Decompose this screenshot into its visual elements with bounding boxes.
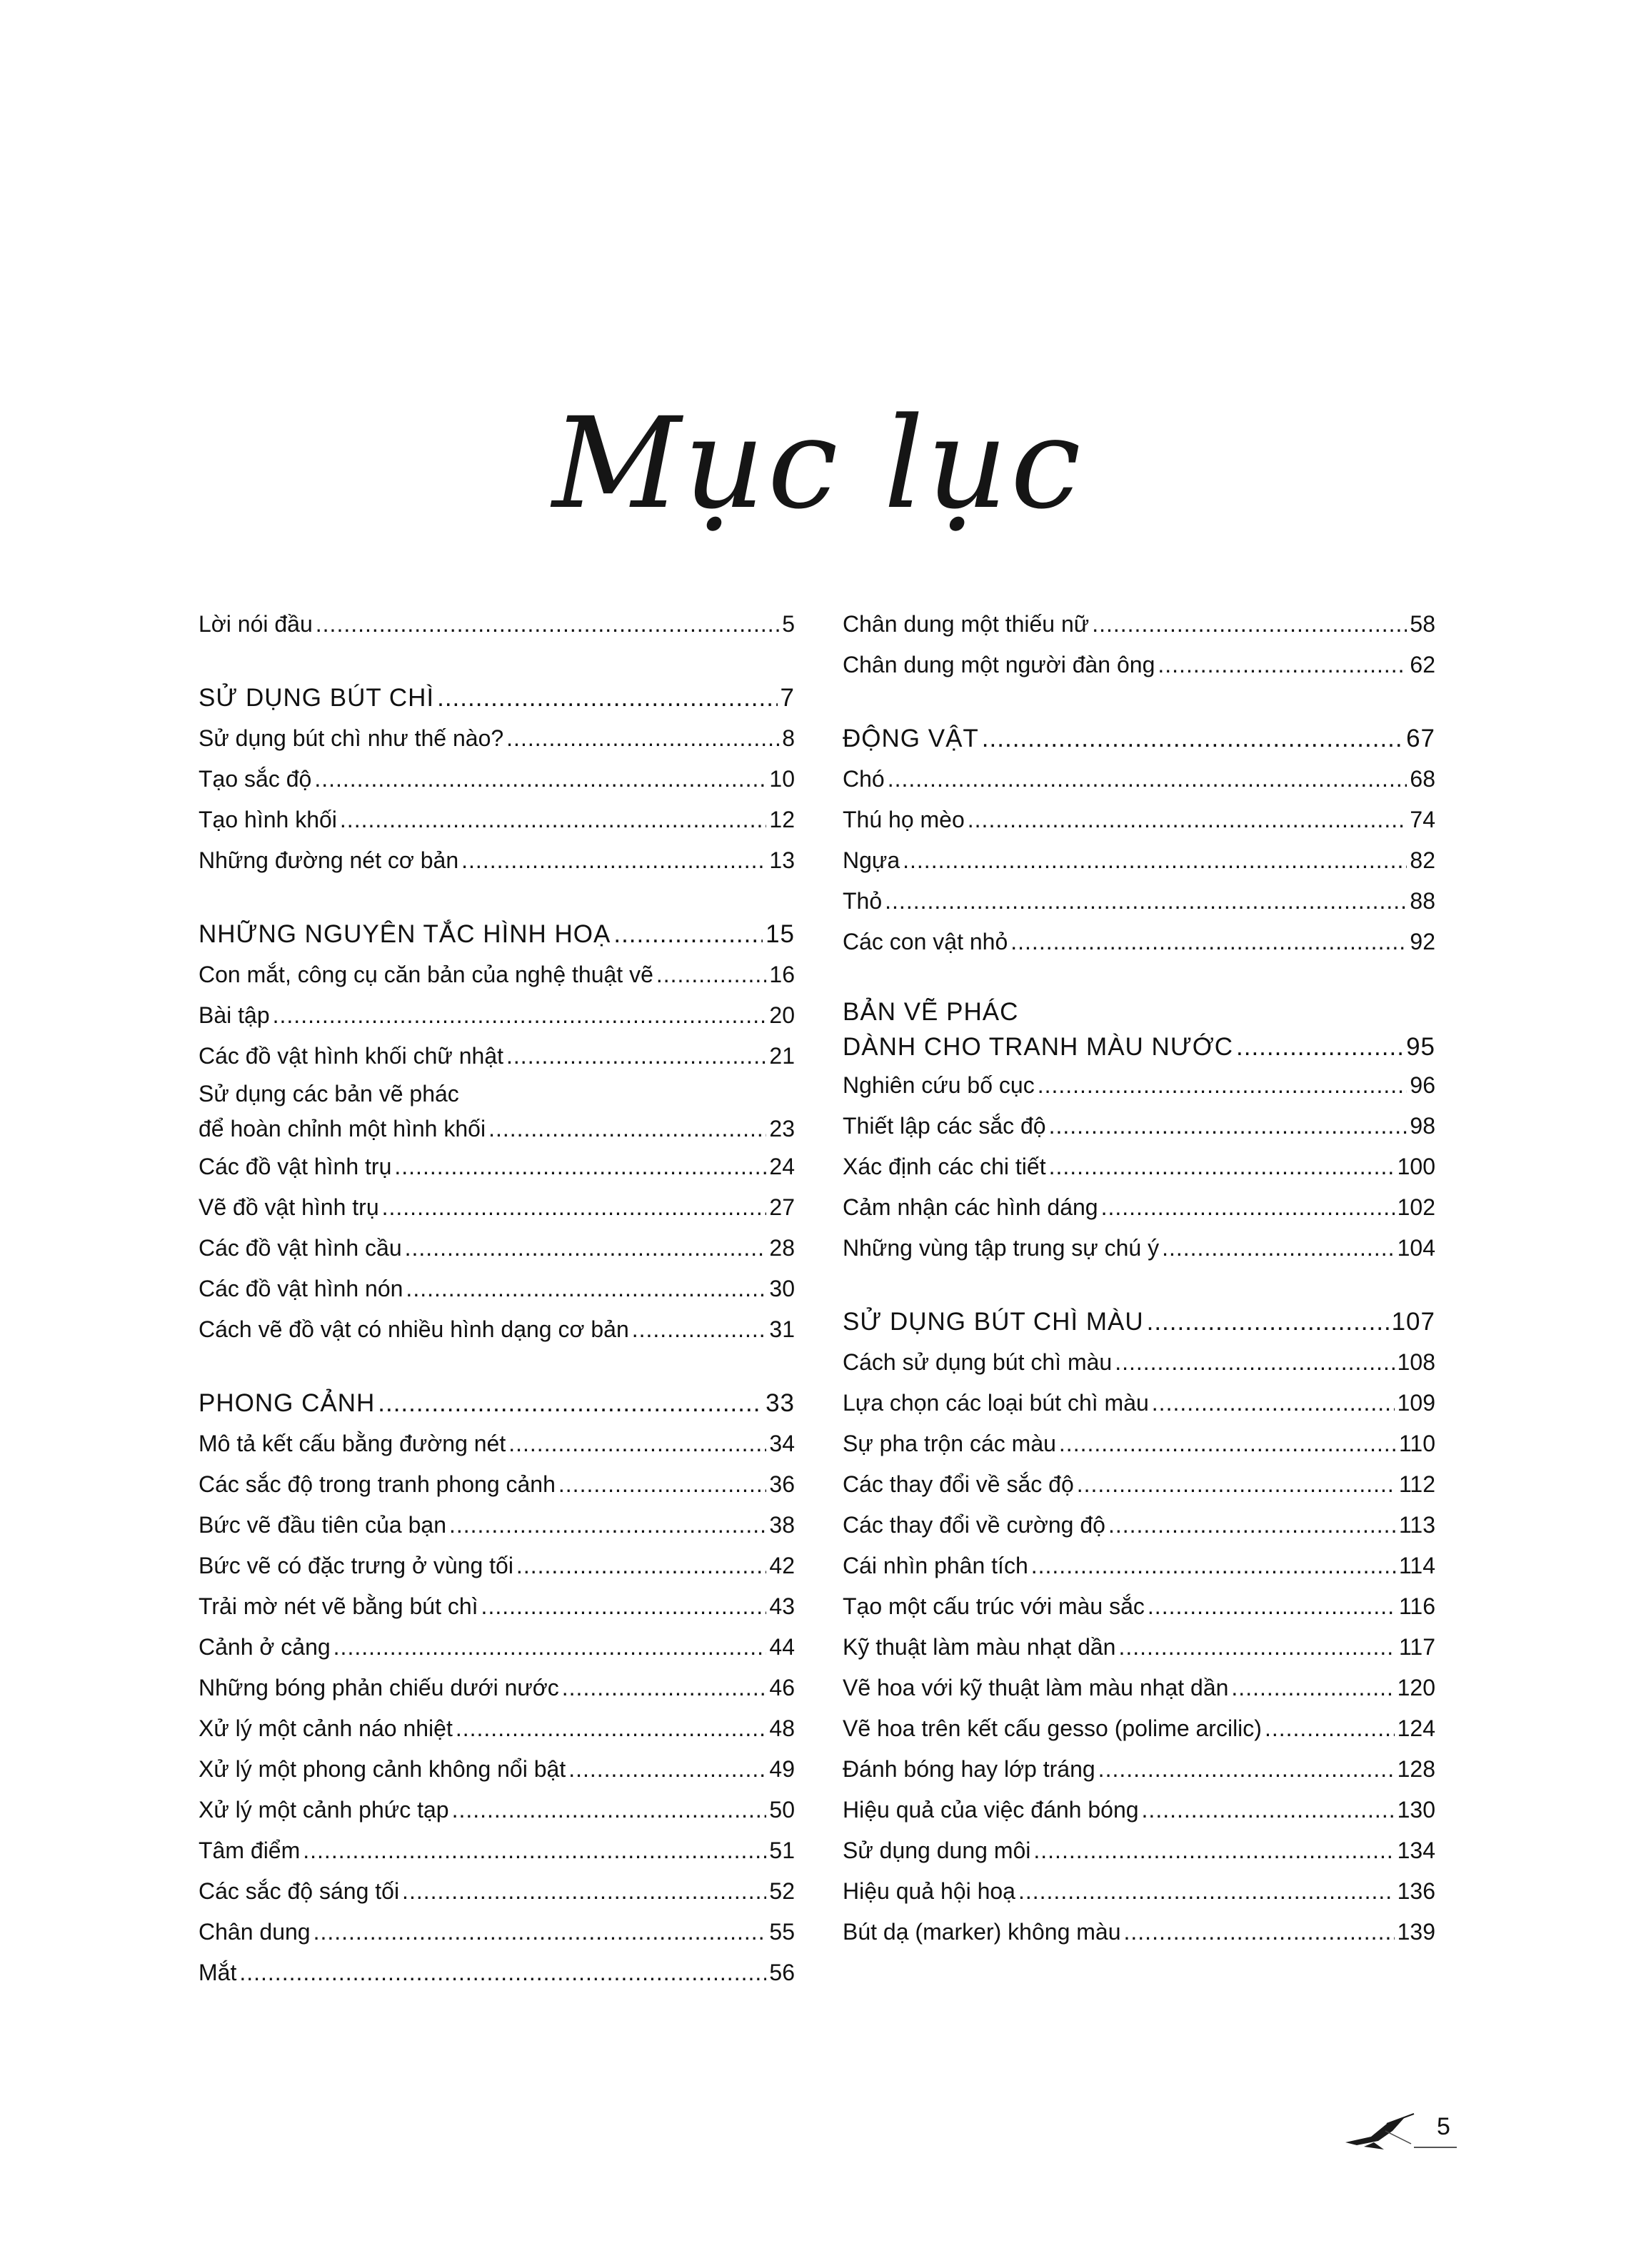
toc-entry-page: 139 (1397, 1919, 1435, 1945)
dot-leader (1038, 1065, 1407, 1106)
toc-entry[interactable] (199, 1464, 795, 1505)
toc-entry[interactable] (843, 1228, 1435, 1269)
toc-entry-label: Sử dụng bút chì như thế nào? (199, 725, 504, 751)
toc-entry-label: Xử lý một cảnh phức tạp (199, 1797, 449, 1823)
toc-entry-page: 55 (769, 1919, 795, 1945)
toc-entry[interactable] (843, 922, 1435, 962)
toc-entry[interactable] (843, 645, 1435, 685)
toc-entry[interactable] (843, 1830, 1435, 1871)
toc-entry[interactable] (199, 604, 795, 645)
toc-entry-label: Cái nhìn phân tích (843, 1553, 1028, 1578)
toc-entry-label: Hiệu quả hội hoạ (843, 1878, 1015, 1904)
toc-entry[interactable] (199, 840, 795, 881)
toc-entry-page: 21 (769, 1043, 795, 1069)
toc-entry[interactable] (199, 1309, 795, 1350)
toc-entry-label: Kỹ thuật làm màu nhạt dần (843, 1634, 1116, 1660)
toc-section-label: NHỮNG NGUYÊN TẮC HÌNH HOẠ (199, 920, 611, 948)
toc-entry-label: Cảnh ở cảng (199, 1634, 331, 1660)
toc-entry-page: 23 (769, 1116, 795, 1141)
toc-entry[interactable] (199, 1187, 795, 1228)
toc-entry[interactable] (199, 1668, 795, 1708)
toc-entry[interactable] (199, 1423, 795, 1464)
toc-entry-label: Ngựa (843, 847, 900, 873)
dot-leader (378, 1383, 763, 1423)
toc-entry-page: 13 (769, 847, 795, 873)
toc-entry-page: 43 (769, 1593, 795, 1619)
toc-entry-label: Vẽ đồ vật hình trụ (199, 1194, 379, 1220)
toc-entry-page: 98 (1410, 1113, 1435, 1139)
toc-entry-label: Các đồ vật hình trụ (199, 1154, 392, 1179)
toc-entry-page: 128 (1397, 1756, 1435, 1782)
toc-entry-label: Con mắt, công cụ căn bản của nghệ thuật vẽ (199, 962, 653, 987)
toc-entry-label: Tâm điểm (199, 1838, 301, 1863)
toc-section-label: SỬ DỤNG BÚT CHÌ MÀU (843, 1308, 1144, 1336)
toc-entry-page: 110 (1398, 1431, 1435, 1456)
toc-entry-page: 51 (769, 1838, 795, 1863)
toc-entry-label: Xác định các chi tiết (843, 1154, 1046, 1179)
toc-entry-page: 112 (1398, 1471, 1435, 1497)
toc-entry-label: Chân dung (199, 1919, 311, 1945)
dot-leader (1152, 1383, 1395, 1423)
toc-entry-label: Tạo sắc độ (199, 766, 312, 792)
toc-entry[interactable] (199, 1627, 795, 1668)
toc-entry[interactable] (199, 759, 795, 800)
toc-entry-label: Lời nói đầu (199, 611, 313, 637)
dot-leader (1108, 1505, 1396, 1546)
dot-leader (452, 1790, 767, 1830)
toc-entry-label: Thú họ mèo (843, 807, 965, 832)
toc-section-heading[interactable] (843, 718, 1435, 759)
toc-entry-label: Mắt (199, 1960, 237, 1985)
dot-leader (558, 1464, 767, 1505)
dot-leader (885, 881, 1407, 922)
dot-leader (1077, 1464, 1396, 1505)
toc-section-label: SỬ DỤNG BÚT CHÌ (199, 684, 435, 712)
toc-entry-page: 96 (1410, 1072, 1435, 1098)
toc-entry-multiline[interactable] (199, 1077, 795, 1146)
toc-entry-page: 58 (1410, 611, 1435, 637)
toc-entry-label: Các đồ vật hình nón (199, 1276, 403, 1301)
dot-leader (437, 677, 777, 718)
toc-entry-page: 74 (1410, 807, 1435, 832)
toc-entry[interactable] (843, 1187, 1435, 1228)
toc-entry[interactable] (199, 1830, 795, 1871)
toc-entry[interactable] (199, 1505, 795, 1546)
toc-entry-page: 52 (769, 1878, 795, 1904)
dot-leader (1049, 1146, 1395, 1187)
dot-leader (1231, 1668, 1394, 1708)
toc-entry[interactable] (843, 759, 1435, 800)
toc-right-column (843, 604, 1435, 1952)
toc-entry[interactable] (843, 1106, 1435, 1146)
toc-entry-label: Những vùng tập trung sự chú ý (843, 1235, 1160, 1261)
dot-leader (568, 1749, 766, 1790)
dot-leader (1018, 1871, 1395, 1912)
toc-entry-label: Thiết lập các sắc độ (843, 1113, 1046, 1139)
toc-entry-label: Chân dung một người đàn ông (843, 652, 1155, 677)
toc-entry-page: 31 (769, 1316, 795, 1342)
toc-entry-page: 116 (1398, 1593, 1435, 1619)
toc-entry[interactable] (199, 1269, 795, 1309)
dot-leader (1147, 1301, 1389, 1342)
toc-entry-page: 92 (1410, 929, 1435, 954)
toc-entry-label: Bút dạ (marker) không màu (843, 1919, 1121, 1945)
toc-section-page: 107 (1391, 1308, 1435, 1336)
dot-leader (1101, 1187, 1395, 1228)
toc-entry[interactable] (843, 1546, 1435, 1586)
dot-leader (1265, 1708, 1395, 1749)
toc-entry-label: Mô tả kết cấu bằng đường nét (199, 1431, 506, 1456)
toc-section-label: ĐỘNG VẬT (843, 725, 979, 752)
toc-entry-page: 30 (769, 1276, 795, 1301)
toc-entry-page: 44 (769, 1634, 795, 1660)
toc-entry[interactable] (843, 1423, 1435, 1464)
toc-section-label: DÀNH CHO TRANH MÀU NƯỚC (843, 1033, 1233, 1061)
toc-entry-label: Các đồ vật hình cầu (199, 1235, 402, 1261)
dot-leader (1059, 1423, 1396, 1464)
dot-leader (406, 1269, 766, 1309)
dot-leader (508, 1423, 766, 1464)
dot-leader (1236, 1029, 1403, 1065)
toc-entry[interactable] (843, 1627, 1435, 1668)
toc-entry[interactable] (843, 1383, 1435, 1423)
toc-entry[interactable] (843, 1342, 1435, 1383)
toc-entry-label: Xử lý một phong cảnh không nổi bật (199, 1756, 566, 1782)
toc-entry[interactable] (843, 1790, 1435, 1830)
toc-section-label: PHONG CẢNH (199, 1389, 376, 1417)
toc-entry-page: 134 (1397, 1838, 1435, 1863)
toc-entry[interactable] (199, 954, 795, 995)
toc-entry[interactable] (199, 1871, 795, 1912)
toc-entry-page: 24 (769, 1154, 795, 1179)
toc-entry-label: Vẽ hoa trên kết cấu gesso (polime arcilic) (843, 1715, 1262, 1741)
toc-entry[interactable] (843, 840, 1435, 881)
toc-entry-page: 109 (1397, 1390, 1435, 1416)
toc-entry-page: 28 (769, 1235, 795, 1261)
dot-leader (516, 1546, 766, 1586)
toc-entry[interactable] (199, 1228, 795, 1269)
dot-leader (562, 1668, 767, 1708)
toc-entry-page: 117 (1398, 1634, 1435, 1660)
toc-entry[interactable] (843, 1505, 1435, 1546)
toc-entry-page: 102 (1397, 1194, 1435, 1220)
toc-entry[interactable] (843, 1749, 1435, 1790)
toc-entry-page: 100 (1397, 1154, 1435, 1179)
dot-leader (1049, 1106, 1407, 1146)
toc-entry-page: 82 (1410, 847, 1435, 873)
toc-entry[interactable] (843, 881, 1435, 922)
toc-entry-page: 108 (1397, 1349, 1435, 1375)
toc-entry[interactable] (199, 1749, 795, 1790)
toc-entry[interactable] (843, 1586, 1435, 1627)
toc-entry-label: Xử lý một cảnh náo nhiệt (199, 1715, 453, 1741)
toc-entry[interactable] (843, 604, 1435, 645)
page-footer (1343, 2110, 1485, 2152)
dot-leader (1142, 1790, 1395, 1830)
toc-entry-label: Thỏ (843, 888, 883, 914)
toc-entry-label: Sử dụng dung môi (843, 1838, 1031, 1863)
dot-leader (303, 1830, 766, 1871)
toc-entry-page: 46 (769, 1675, 795, 1700)
dot-leader (632, 1309, 767, 1350)
toc-entry-page: 56 (769, 1960, 795, 1985)
toc-entry-label: Những đường nét cơ bản (199, 847, 459, 873)
dot-leader (1033, 1830, 1394, 1871)
dot-leader (273, 995, 767, 1036)
toc-entry-label: Chân dung một thiếu nữ (843, 611, 1090, 637)
dot-leader (1158, 645, 1407, 685)
toc-entry-label: Vẽ hoa với kỹ thuật làm màu nhạt dần (843, 1675, 1229, 1700)
toc-section-page: 33 (766, 1389, 795, 1417)
toc-entry-page: 136 (1397, 1878, 1435, 1904)
toc-entry[interactable] (843, 800, 1435, 840)
toc-entry[interactable] (199, 995, 795, 1036)
toc-section-page: 95 (1406, 1033, 1435, 1061)
toc-section-heading[interactable] (199, 677, 795, 718)
toc-entry-label: Bài tập (199, 1002, 270, 1028)
dot-leader (1148, 1586, 1396, 1627)
dot-leader (1092, 604, 1407, 645)
toc-entry-page: 50 (769, 1797, 795, 1823)
toc-entry[interactable] (199, 718, 795, 759)
toc-entry[interactable] (199, 800, 795, 840)
dot-leader (1162, 1228, 1395, 1269)
toc-entry[interactable] (199, 1036, 795, 1077)
dot-leader (456, 1708, 767, 1749)
footer-rule (1414, 2147, 1457, 2148)
toc-entry-label: Nghiên cứu bố cục (843, 1072, 1035, 1098)
toc-entry[interactable] (843, 1912, 1435, 1952)
page-title: Mục lục (552, 390, 1084, 537)
toc-entry-label: Cảm nhận các hình dáng (843, 1194, 1098, 1220)
dot-leader (239, 1952, 766, 1993)
dot-leader (613, 914, 763, 954)
toc-entry-label: Trải mờ nét vẽ bằng bút chì (199, 1593, 478, 1619)
toc-entry-page: 38 (769, 1512, 795, 1538)
toc-entry[interactable] (843, 1668, 1435, 1708)
toc-entry[interactable] (843, 1871, 1435, 1912)
toc-section-page: 15 (766, 920, 795, 948)
toc-section-label-line1: BẢN VẼ PHÁC (843, 998, 1019, 1026)
dot-leader (316, 604, 779, 645)
dot-leader (481, 1586, 767, 1627)
toc-section-page: 7 (780, 684, 795, 712)
toc-entry-label: Chó (843, 766, 885, 792)
toc-entry[interactable] (843, 1708, 1435, 1749)
toc-entry-label: Hiệu quả của việc đánh bóng (843, 1797, 1139, 1823)
dot-leader (506, 1036, 766, 1077)
toc-entry[interactable] (199, 1586, 795, 1627)
toc-entry-page: 124 (1397, 1715, 1435, 1741)
page-number: 5 (1437, 2113, 1450, 2140)
toc-entry-label: Các thay đổi về sắc độ (843, 1471, 1074, 1497)
toc-entry-label: Cách vẽ đồ vật có nhiều hình dạng cơ bản (199, 1316, 629, 1342)
toc-entry-label: Các con vật nhỏ (843, 929, 1008, 954)
toc-entry-page: 12 (769, 807, 795, 832)
toc-section-page: 67 (1406, 725, 1435, 752)
toc-entry-label: Bức vẽ có đặc trưng ở vùng tối (199, 1553, 513, 1578)
dot-leader (1031, 1546, 1396, 1586)
toc-entry[interactable] (199, 1546, 795, 1586)
toc-entry-label: Bức vẽ đầu tiên của bạn (199, 1512, 446, 1538)
toc-entry-label: Các thay đổi về cường độ (843, 1512, 1105, 1538)
dot-leader (903, 840, 1407, 881)
toc-entry-label: Sự pha trộn các màu (843, 1431, 1056, 1456)
dot-leader (402, 1871, 766, 1912)
toc-entry-page: 120 (1397, 1675, 1435, 1700)
toc-entry-page: 27 (769, 1194, 795, 1220)
dot-leader (1118, 1627, 1396, 1668)
toc-entry[interactable] (199, 1146, 795, 1187)
toc-entry-page: 113 (1398, 1512, 1435, 1538)
toc-entry-label: để hoàn chỉnh một hình khối (199, 1116, 486, 1141)
dot-leader (313, 1912, 767, 1952)
toc-entry[interactable] (199, 1790, 795, 1830)
toc-entry-page: 42 (769, 1553, 795, 1578)
dot-leader (340, 800, 767, 840)
toc-entry-label: Tạo một cấu trúc với màu sắc (843, 1593, 1145, 1619)
toc-entry-page: 49 (769, 1756, 795, 1782)
pen-nib-icon (1343, 2110, 1421, 2152)
dot-leader (1115, 1342, 1394, 1383)
toc-entry-page: 130 (1397, 1797, 1435, 1823)
dot-leader (488, 1111, 766, 1146)
toc-entry[interactable] (199, 1912, 795, 1952)
toc-entry-page: 8 (782, 725, 795, 751)
toc-entry-page: 10 (769, 766, 795, 792)
dot-leader (656, 954, 767, 995)
toc-entry[interactable] (843, 1065, 1435, 1106)
toc-entry-page: 16 (769, 962, 795, 987)
toc-entry-page: 62 (1410, 652, 1435, 677)
toc-entry-page: 114 (1398, 1553, 1435, 1578)
dot-leader (982, 718, 1403, 759)
dot-leader (314, 759, 766, 800)
toc-entry-label: Những bóng phản chiếu dưới nước (199, 1675, 559, 1700)
toc-entry-label: Các đồ vật hình khối chữ nhật (199, 1043, 504, 1069)
dot-leader (449, 1505, 766, 1546)
toc-entry-page: 104 (1397, 1235, 1435, 1261)
toc-entry-label: Các sắc độ trong tranh phong cảnh (199, 1471, 556, 1497)
toc-entry-label-line1: Sử dụng các bản vẽ phác (199, 1081, 459, 1107)
toc-section-heading[interactable] (199, 914, 795, 954)
dot-leader (506, 718, 779, 759)
toc-entry[interactable] (199, 1708, 795, 1749)
dot-leader (405, 1228, 767, 1269)
toc-entry-page: 88 (1410, 888, 1435, 914)
dot-leader (1010, 922, 1407, 962)
dot-leader (394, 1146, 766, 1187)
toc-entry-page: 5 (782, 611, 795, 637)
toc-entry-label: Các sắc độ sáng tối (199, 1878, 400, 1904)
toc-entry[interactable] (199, 1952, 795, 1993)
toc-entry-label: Đánh bóng hay lớp tráng (843, 1756, 1095, 1782)
toc-section-heading-multiline[interactable] (843, 995, 1435, 1065)
toc-entry-label: Cách sử dụng bút chì màu (843, 1349, 1113, 1375)
toc-left-column (199, 604, 795, 1993)
dot-leader (382, 1187, 767, 1228)
dot-leader (968, 800, 1407, 840)
toc-entry-page: 68 (1410, 766, 1435, 792)
toc-entry[interactable] (843, 1464, 1435, 1505)
toc-section-heading[interactable] (199, 1383, 795, 1423)
toc-entry-page: 48 (769, 1715, 795, 1741)
toc-entry-label: Tạo hình khối (199, 807, 337, 832)
dot-leader (1124, 1912, 1395, 1952)
dot-leader (888, 759, 1407, 800)
dot-leader (1098, 1749, 1395, 1790)
toc-entry-page: 34 (769, 1431, 795, 1456)
toc-entry[interactable] (843, 1146, 1435, 1187)
toc-entry-page: 20 (769, 1002, 795, 1028)
dot-leader (461, 840, 766, 881)
dot-leader (333, 1627, 767, 1668)
toc-entry-page: 36 (769, 1471, 795, 1497)
toc-entry-label: Lựa chọn các loại bút chì màu (843, 1390, 1149, 1416)
toc-section-heading[interactable] (843, 1301, 1435, 1342)
